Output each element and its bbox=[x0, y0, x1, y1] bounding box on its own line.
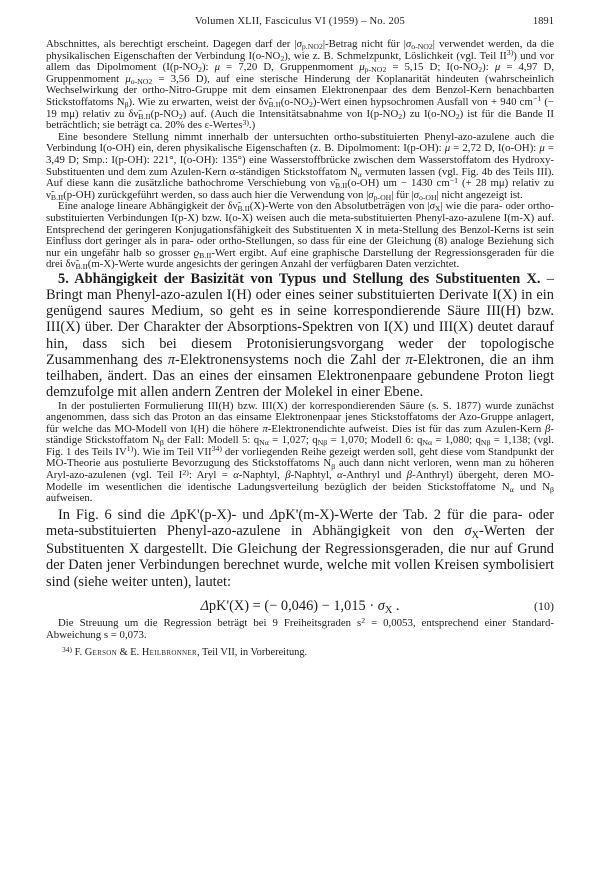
text-run: ) und vor allem das Dipolmoment (I(p-NO bbox=[46, 49, 555, 74]
italic-symbol: σ bbox=[377, 597, 385, 614]
italic-symbol: π bbox=[262, 422, 268, 435]
text-run: = 7,20 D, Gruppenmoment bbox=[220, 61, 360, 74]
text-run: pK'(p-X)- und bbox=[179, 506, 270, 523]
text-run: der Fall: Modell 5: q bbox=[163, 434, 260, 447]
text-run: .) bbox=[248, 119, 256, 132]
text-run: -ständige Stickstoffatom N bbox=[46, 422, 554, 447]
subscript: α bbox=[509, 484, 514, 494]
subscript: X bbox=[471, 529, 480, 541]
text-run: aufweisen. bbox=[46, 492, 93, 505]
subscript: β bbox=[124, 100, 129, 110]
page-number: 1891 bbox=[532, 16, 554, 27]
text-run: (X)-Werte von den Absolutbeträgen von | bbox=[249, 200, 430, 213]
subscript: β bbox=[159, 438, 164, 448]
text-run: = 1,027; q bbox=[268, 434, 318, 447]
text-run: -Werten der Substituenten X dargestellt. Die Gleichung der Regressionsgeraden, die nur auf Grund der Daten jener Verbindungen berechnet wurde, welche mit vollen Kreisen symbolisiert sind (siehe weiter unten), lautet: bbox=[46, 523, 554, 590]
paragraph-protonation-site bbox=[46, 401, 554, 505]
italic-symbol: Δ bbox=[170, 506, 180, 523]
text-run: | verwendet werden, da die physikalischen Eigenschaften der Verbindung I(o-NO bbox=[46, 38, 554, 62]
text-run: -Anthryl und bbox=[342, 469, 407, 482]
subscript: 2 bbox=[308, 100, 313, 110]
text-run: |-Betrag nicht für | bbox=[322, 38, 406, 50]
italic-symbol: σ bbox=[413, 188, 419, 201]
subscript: β bbox=[331, 461, 336, 471]
text-run: -Naphtyl, bbox=[290, 469, 337, 482]
superscript: −1 bbox=[532, 94, 542, 104]
subscript: B.II bbox=[237, 204, 250, 214]
italic-symbol: μ bbox=[494, 61, 501, 74]
italic-symbol: α bbox=[336, 469, 343, 482]
text-run: | für | bbox=[391, 188, 414, 201]
text-run: = 1,138; (vgl. Fig. 1 des Teils IV bbox=[46, 434, 554, 458]
equation-number: (10) bbox=[534, 598, 554, 613]
text-run: und N bbox=[513, 480, 551, 493]
text-run: : Aryl = bbox=[188, 469, 234, 482]
subscript: Nβ bbox=[480, 438, 491, 448]
text-run: ) zu I(o-NO bbox=[402, 107, 456, 120]
text-run: = 3,49 D; Smp.: I(p-OH): 221°, I(o-OH): 135°) eine Wasserstoffbrücke zwischen dem Wasserstoffatom des Hydroxy-Substituenten und dem zum Azulen-Kern α-ständigen Stickstoffatom N bbox=[46, 142, 554, 178]
text-run: ), wie z. B. Schmelzpunkt, Löslichkeit (vgl. Teil II bbox=[284, 49, 507, 62]
text-run: (m-X)-Werte wurde angesichts der geringen Anzahl der verfügbaren Daten verzichtet. bbox=[87, 258, 460, 271]
italic-symbol: μ bbox=[125, 72, 131, 85]
italic-symbol: μ bbox=[359, 61, 365, 74]
small-caps-name: Gerson bbox=[84, 647, 117, 659]
text-run: , Teil VII, in Vorbereitung. bbox=[196, 647, 308, 659]
subscript: 2 bbox=[198, 65, 202, 75]
text-run: der vorliegenden Reihe gezeigt werden soll, geht diese vom Standpunkt der MO-Theorie aus postulierte Bevorzugung des Stickstoffatoms N bbox=[46, 445, 554, 470]
subscript: o-NO2 bbox=[130, 76, 153, 86]
subscript: B.II bbox=[268, 100, 281, 110]
subscript: 2 bbox=[455, 111, 460, 121]
text-run: -Naphtyl, bbox=[238, 469, 286, 482]
text-run: (+ 28 mμ) relativ zu ν̃ bbox=[46, 177, 555, 201]
subscript: Nβ bbox=[317, 438, 328, 448]
italic-symbol: μ bbox=[444, 142, 451, 155]
text-run: ). Wie im Teil VII bbox=[133, 445, 212, 458]
subscript: Nα bbox=[422, 438, 433, 448]
paragraph-regression bbox=[46, 507, 554, 590]
italic-symbol: π bbox=[405, 351, 413, 368]
subscript: B.II bbox=[199, 250, 212, 260]
section-heading: 5. Abhängigkeit der Basizität von Typus und Stellung des Substituenten X. bbox=[58, 270, 541, 287]
text-run: ). Wie zu erwarten, weist der δν̃ bbox=[128, 95, 269, 108]
subscript: B.II bbox=[50, 192, 64, 202]
subscript: X bbox=[434, 204, 441, 214]
subscript: B.II bbox=[138, 111, 151, 121]
paragraph-meta-substituted bbox=[46, 201, 554, 271]
text-run: )-Wert einen hypsochromen Ausfall von + 940 cm bbox=[312, 95, 533, 108]
text-run: Eine analoge lineare Abhängigkeit der δν̃ bbox=[58, 200, 238, 213]
text-run: (− 19 mμ) relativ zu δν̃ bbox=[46, 95, 555, 120]
italic-symbol: σ bbox=[368, 188, 374, 201]
text-run: = 5,15 D; I(o-NO bbox=[386, 61, 479, 74]
section-5-paragraph bbox=[46, 271, 554, 401]
text-run: = 3,56 D), auf eine sterische Hinderung der Koplanarität hindeuten (wahrscheinlich Wechselwirkung der ortho-Nitro-Gruppe mit dem einsamen Elektronenpaar des dem Benzol-Kern benachbarten Stickstoffatoms N bbox=[46, 72, 554, 108]
text-run: | wie die para- oder ortho-substituierten Verbindungen I(p-X) bzw. I(o-X) weisen auch die meta-substituierten Phenyl-azo-azulene I(m-X) auf. Entsprechend der geringeren Konjugationsfähigkeit des Substituenten X in meta-Stellung des Benzol-Kerns ist sein Einfluss dort geringer als in para- oder ortho-Stellungen, so dass für eine der Gleichung (8) analoge Beziehung sich nur ein ungefähr halb so grosser bbox=[46, 200, 555, 259]
article-body bbox=[46, 39, 554, 659]
subscript: α bbox=[357, 169, 362, 179]
text-run: -Anthryl) übergeht, deren MO-Modelle im wesentlichen die identische Ladungsverteilung bezüglich der beiden Stickstoffatome N bbox=[46, 469, 555, 493]
text-run: vermuten lassen (vgl. Fig. 4b des Teils III). Auf diese kann die zusätzliche bathochrome Verschiebung von ν̃ bbox=[46, 165, 554, 190]
text-run: auch dann nicht verloren, wenn man zu höheren Aryl-azo-azulenen (vgl. Teil I bbox=[46, 457, 554, 482]
superscript: 3) bbox=[506, 48, 514, 58]
text-run: | nicht angezeigt ist. bbox=[436, 188, 523, 201]
subscript: 2 bbox=[280, 53, 285, 63]
italic-symbol: σ bbox=[405, 38, 412, 50]
subscript: B.II bbox=[335, 181, 348, 191]
text-run: (o-NO bbox=[280, 95, 309, 108]
italic-symbol: β bbox=[406, 469, 413, 482]
italic-symbol: α bbox=[233, 469, 239, 482]
small-caps-name: Heilbronner bbox=[141, 647, 197, 659]
subscript: o-OH bbox=[418, 192, 437, 202]
italic-symbol: μ bbox=[214, 61, 221, 74]
superscript: 34) bbox=[62, 644, 72, 654]
subscript: X bbox=[384, 604, 393, 616]
italic-symbol: μ bbox=[539, 142, 545, 155]
text-run: = 4,97 D, Gruppenmoment bbox=[46, 61, 555, 85]
superscript: 1) bbox=[126, 444, 134, 454]
text-run: In der postulierten Formulierung III(H) bzw. III(X) der korrespondierenden Säure (s. S. 1877) wurde zunächst angenommen, dass sich das Proton an das einsame Elektronenpaar jenes Stickstoffatoms der Azo-Gruppe anlagert, für welche das MO-Modell von I(H) die höhere bbox=[46, 399, 554, 435]
text-run: ): bbox=[201, 61, 215, 74]
paragraph-o-oh bbox=[46, 132, 554, 202]
text-run: = 0,0053, entsprechend einer Standard-Abweichung s = 0,073. bbox=[46, 617, 554, 641]
superscript: 34) bbox=[211, 444, 222, 454]
equation-text bbox=[200, 598, 399, 614]
subscript: B.II bbox=[75, 262, 88, 272]
subscript: p.NO2 bbox=[301, 42, 323, 52]
italic-symbol: ϱ bbox=[193, 246, 200, 259]
text-run: ): bbox=[482, 61, 495, 74]
italic-symbol: σ bbox=[464, 523, 472, 540]
text-run: In Fig. 6 sind die bbox=[58, 506, 171, 523]
italic-symbol: σ bbox=[429, 200, 435, 213]
paragraph-standard-deviation bbox=[46, 615, 554, 641]
text-run: . bbox=[392, 597, 400, 614]
superscript: −1 bbox=[449, 175, 459, 185]
paragraph-continuation bbox=[46, 39, 554, 132]
text-run: (o-OH) um − 1430 cm bbox=[347, 177, 450, 190]
subscript: p-NO2 bbox=[364, 65, 387, 75]
running-header bbox=[46, 15, 554, 29]
text-run: (p-NO bbox=[150, 107, 179, 120]
subscript: β bbox=[550, 484, 554, 494]
text-run: & E. bbox=[116, 647, 142, 659]
subscript: 2 bbox=[178, 111, 183, 121]
text-run: -Elektronendichte aufweist. Dies ist für das zum Azulen-Kern bbox=[267, 422, 545, 435]
text-run: Eine besondere Stellung nimmt innerhalb der untersuchten ortho-substituierten Phenyl-azo-azulene auch die Verbindung I(o-OH) ein, deren physikalische Eigenschaften (z. B. Dipolmoment: I(p-OH): bbox=[46, 130, 554, 155]
italic-symbol: β bbox=[285, 469, 291, 482]
text-run: -Elektronen, die an ihm teilhaben, ändert. Das an eines der einsamen Elektronenpaare gebundene Proton liegt demzufolge mit allen andern Zentren der Molekel in einer Ebene. bbox=[46, 351, 555, 401]
text-run: -Wert ergibt. Auf eine graphische Darstellung der Regressionsgeraden für die drei δν̃ bbox=[46, 246, 554, 271]
subscript: p-OH bbox=[373, 192, 392, 202]
subscript: 2 bbox=[478, 65, 483, 75]
equation-10 bbox=[46, 598, 554, 616]
italic-symbol: β bbox=[545, 422, 551, 435]
text-run: Abschnittes, als berechtigt erscheint. Dagegen darf der | bbox=[46, 38, 297, 50]
text-run: = 2,72 D, I(o-OH): bbox=[450, 142, 540, 155]
journal-volume-title: Volumen XLII, Fasciculus VI (1959) – No. 205 bbox=[195, 16, 405, 27]
text-run: F. bbox=[71, 647, 85, 659]
text-run: Die Streuung um die Regression beträgt bei 9 Freiheitsgraden s bbox=[58, 617, 362, 630]
italic-symbol: Δ bbox=[269, 506, 279, 523]
superscript: 2) bbox=[182, 467, 189, 477]
subscript: Nα bbox=[259, 438, 269, 448]
superscript: 2 bbox=[361, 615, 366, 625]
footnote-34 bbox=[46, 644, 554, 659]
italic-symbol: Δ bbox=[200, 597, 209, 614]
italic-symbol: σ bbox=[296, 38, 302, 50]
text-run: ) auf. (Auch die Intensitätsabnahme von I(p-NO bbox=[182, 107, 399, 120]
text-run: (p-OH) zurückgeführt werden, so dass auch hier die Verwendung von | bbox=[63, 188, 369, 201]
text-run: = 1,080; q bbox=[432, 434, 481, 447]
subscript: o-NO2 bbox=[411, 42, 433, 52]
text-run: pK'(m-X)-Werte der Tab. 2 für die para- oder meta-substituierten Phenyl-azo-azulene in Abhängigkeit von den bbox=[46, 506, 555, 540]
superscript: 3) bbox=[242, 117, 249, 127]
text-run: – Bringt man Phenyl-azo-azulen I(H) oder eines seiner substituierten Derivate I(X) in ein genügend saures Medium, so geht es in seine korrespondierende Säure III(H) bzw. III(X) über. Der Charakter der Absorptions-Spektren von I(X) und III(X) deutet darauf hin, dass sich bei diesem Protonisierungsvorgang weder der topologische Zusammenhang des bbox=[46, 270, 554, 368]
text-run: pK'(X) = (− 0,046) − 1,015 · bbox=[208, 597, 378, 614]
subscript: 2 bbox=[398, 111, 403, 121]
text-run: = 1,070; Modell 6: q bbox=[327, 434, 423, 447]
text-run: -Elektronensystems noch die Zahl der bbox=[175, 351, 406, 368]
text-run: ) ist für die Bande II beträchtlich; sie beträgt ca. 20% des ε-Wertes bbox=[46, 107, 554, 132]
italic-symbol: π bbox=[167, 351, 176, 368]
